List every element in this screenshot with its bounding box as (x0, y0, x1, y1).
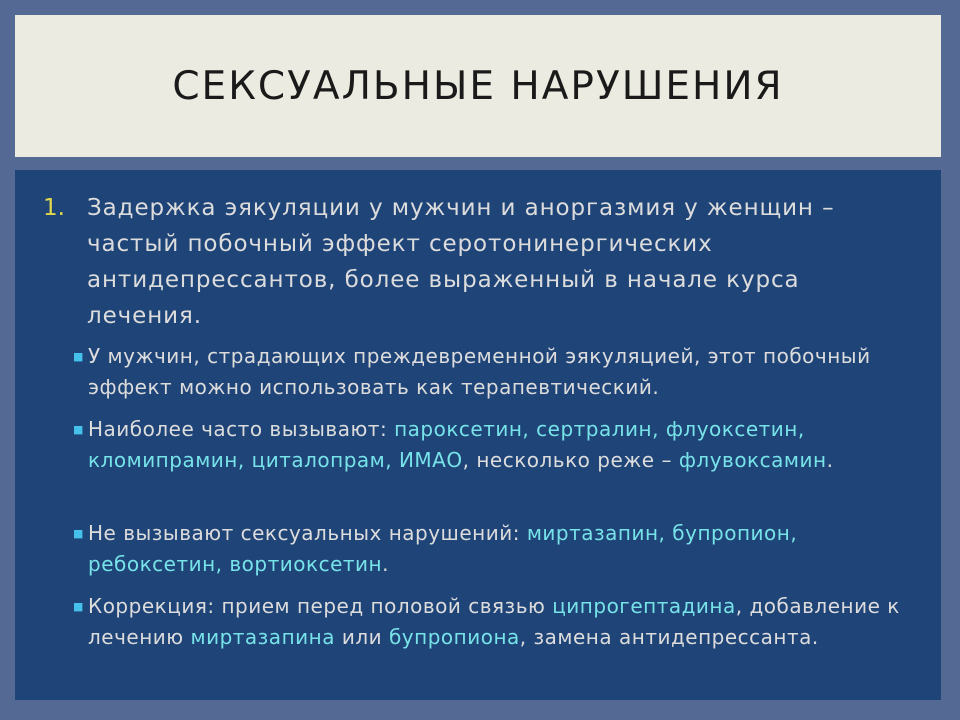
drug-highlight: миртазапин, бупропион, ребоксетин, вортиоксетин (88, 521, 798, 576)
list-number: 1. (43, 195, 65, 221)
title-box (15, 15, 941, 157)
list-item-1 (43, 190, 913, 334)
square-bullet-icon: ■ (73, 423, 84, 436)
drug-highlight: пароксетин, сертралин, флуоксетин, кломипрамин, циталопрам, ИМАО (88, 417, 805, 472)
sub-bullet-3 (73, 518, 923, 580)
drug-highlight: флувоксамин (678, 448, 827, 472)
sub-bullet-2 (73, 414, 923, 476)
square-bullet-icon: ■ (73, 600, 84, 613)
sub-bullet-text: Не вызывают сексуальных нарушений: миртазапин, бупропион, ребоксетин, вортиоксетин. (88, 521, 798, 576)
sub-bullet-text: Наиболее часто вызывают: пароксетин, сертралин, флуоксетин, кломипрамин, циталопрам, ИМАО, несколько реже – флувоксамин. (88, 417, 834, 472)
content-box (15, 170, 941, 700)
sub-bullet-text: Коррекция: прием перед половой связью ципрогептадина, добавление к лечению миртазапина или бупропиона, замена антидепрессанта. (88, 594, 900, 649)
slide-title: СЕКСУАЛЬНЫЕ НАРУШЕНИЯ (172, 63, 784, 109)
list-item-text: Задержка эякуляции у мужчин и аноргазмия у женщин – частый побочный эффект серотонинергических антидепрессантов, более выраженный в начале курса лечения. (87, 195, 835, 329)
square-bullet-icon: ■ (73, 350, 84, 363)
square-bullet-icon: ■ (73, 527, 84, 540)
sub-bullet-1 (73, 341, 923, 403)
drug-highlight: бупропиона (388, 625, 520, 649)
sub-bullet-text: У мужчин, страдающих преждевременной эякуляцией, этот побочный эффект можно использовать как терапевтический. (88, 344, 871, 399)
drug-highlight: ципрогептадина (552, 594, 736, 618)
drug-highlight: миртазапина (190, 625, 335, 649)
sub-bullet-4 (73, 591, 923, 653)
